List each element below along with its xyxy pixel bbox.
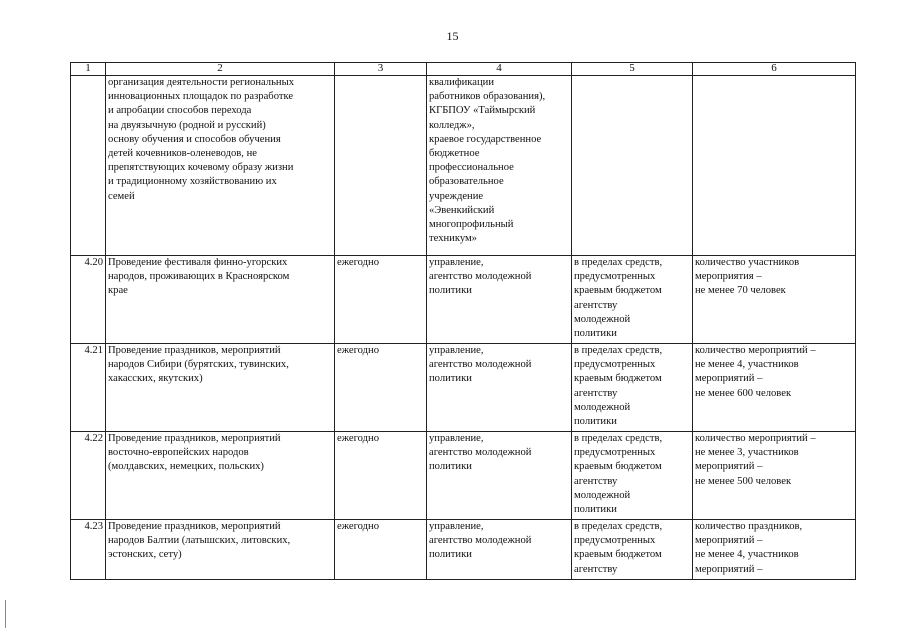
page-number: 15 bbox=[446, 29, 459, 43]
executor-line: квалификации bbox=[429, 77, 494, 88]
event-line: (молдавских, немецких, польских) bbox=[108, 461, 264, 473]
indicator-line: мероприятий – bbox=[695, 373, 763, 385]
indicator-line: не менее 600 человек bbox=[695, 387, 792, 399]
executor-line: работников образования), bbox=[429, 91, 546, 103]
funding-line: краевым бюджетом bbox=[574, 461, 662, 473]
indicator-line: мероприятия – bbox=[695, 271, 762, 283]
event-line: Проведение праздников, мероприятий bbox=[108, 345, 281, 356]
funding-line: агентству bbox=[574, 299, 618, 311]
table-row bbox=[71, 344, 856, 432]
indicator-cell bbox=[693, 76, 856, 256]
event-line: и апробации способов перехода bbox=[108, 105, 252, 117]
header-col-1: 1 bbox=[71, 63, 106, 76]
period-text: ежегодно bbox=[337, 433, 380, 444]
executor-line: профессиональное bbox=[429, 162, 514, 174]
indicator-line: количество праздников, bbox=[695, 521, 803, 532]
indicator-cell bbox=[693, 256, 856, 344]
table-row bbox=[71, 256, 856, 344]
event-line: семей bbox=[108, 190, 135, 202]
event-line: народов Балтии (латышских, литовских, bbox=[108, 535, 291, 547]
event-line: препятствующих кочевому образу жизни bbox=[108, 162, 294, 174]
period-cell bbox=[335, 520, 427, 580]
header-col-6: 6 bbox=[693, 63, 856, 76]
indicator-line: мероприятий – bbox=[695, 461, 763, 473]
executor-line: политики bbox=[429, 285, 472, 297]
event-line: крае bbox=[108, 285, 128, 297]
indicator-line: количество мероприятий – bbox=[695, 433, 816, 444]
funding-cell bbox=[572, 256, 693, 344]
period-text: ежегодно bbox=[337, 257, 380, 268]
funding-line: предусмотренных bbox=[574, 535, 656, 547]
event-line: Проведение фестиваля финно-угорских bbox=[108, 257, 288, 268]
indicator-line: количество участников bbox=[695, 257, 800, 268]
funding-cell bbox=[572, 76, 693, 256]
funding-line: краевым бюджетом bbox=[574, 285, 662, 297]
indicator-cell bbox=[693, 344, 856, 432]
table-row bbox=[71, 520, 856, 580]
event-line: на двуязычную (родной и русский) bbox=[108, 119, 266, 131]
executor-line: «Эвенкийский bbox=[429, 204, 495, 216]
indicator-line: не менее 4, участников bbox=[695, 549, 799, 561]
header-col-2: 2 bbox=[106, 63, 335, 76]
indicator-line: мероприятий – bbox=[695, 563, 763, 575]
funding-line: политики bbox=[574, 328, 617, 340]
row-number-cell bbox=[71, 344, 106, 432]
header-row bbox=[71, 63, 856, 76]
event-line: народов, проживающих в Красноярском bbox=[108, 271, 290, 283]
funding-line: в пределах средств, bbox=[574, 521, 663, 532]
executor-cell bbox=[427, 432, 572, 520]
executor-cell bbox=[427, 520, 572, 580]
funding-line: предусмотренных bbox=[574, 447, 656, 459]
funding-cell bbox=[572, 344, 693, 432]
executor-line: агентство молодежной bbox=[429, 271, 532, 283]
row-number-cell bbox=[71, 256, 106, 344]
event-cell bbox=[106, 520, 335, 580]
executor-line: многопрофильный bbox=[429, 219, 514, 231]
event-cell bbox=[106, 344, 335, 432]
funding-line: политики bbox=[574, 504, 617, 516]
funding-cell bbox=[572, 432, 693, 520]
executor-line: агентство молодежной bbox=[429, 359, 532, 371]
period-text: ежегодно bbox=[337, 521, 380, 532]
funding-line: агентству bbox=[574, 563, 618, 575]
executor-cell bbox=[427, 256, 572, 344]
period-cell bbox=[335, 76, 427, 256]
table-body bbox=[71, 76, 856, 580]
event-line: хакасских, якутских) bbox=[108, 373, 203, 385]
indicator-line: мероприятий – bbox=[695, 535, 763, 547]
period-text: ежегодно bbox=[337, 345, 380, 356]
period-cell bbox=[335, 256, 427, 344]
executor-line: агентство молодежной bbox=[429, 447, 532, 459]
executor-line: управление, bbox=[429, 345, 484, 356]
header-col-4: 4 bbox=[427, 63, 572, 76]
executor-line: учреждение bbox=[429, 190, 484, 202]
event-cell bbox=[106, 76, 335, 256]
event-cell bbox=[106, 432, 335, 520]
event-cell bbox=[106, 256, 335, 344]
indicator-line: не менее 3, участников bbox=[695, 447, 799, 459]
period-cell bbox=[335, 344, 427, 432]
event-line: народов Сибири (бурятских, тувинских, bbox=[108, 359, 289, 371]
header-col-5: 5 bbox=[572, 63, 693, 76]
funding-cell bbox=[572, 520, 693, 580]
row-number-text: 4.20 bbox=[84, 257, 103, 268]
indicator-cell bbox=[693, 432, 856, 520]
indicator-line: не менее 4, участников bbox=[695, 359, 799, 371]
funding-line: молодежной bbox=[574, 401, 631, 413]
indicator-line: не менее 70 человек bbox=[695, 285, 786, 297]
period-cell bbox=[335, 432, 427, 520]
funding-line: в пределах средств, bbox=[574, 433, 663, 444]
event-line: основу обучения и способов обучения bbox=[108, 133, 281, 145]
executor-line: политики bbox=[429, 373, 472, 385]
funding-line: молодежной bbox=[574, 313, 631, 325]
indicator-line: количество мероприятий – bbox=[695, 345, 816, 356]
event-line: инновационных площадок по разработке bbox=[108, 91, 294, 103]
event-line: восточно-европейских народов bbox=[108, 447, 249, 459]
funding-line: предусмотренных bbox=[574, 271, 656, 283]
header-col-3: 3 bbox=[335, 63, 427, 76]
table-row bbox=[71, 76, 856, 256]
executor-line: КГБПОУ «Таймырский bbox=[429, 105, 536, 117]
event-line: Проведение праздников, мероприятий bbox=[108, 433, 281, 444]
executor-line: управление, bbox=[429, 433, 484, 444]
funding-line: краевым бюджетом bbox=[574, 549, 662, 561]
executor-line: управление, bbox=[429, 257, 484, 268]
measures-table bbox=[70, 62, 856, 580]
funding-line: краевым бюджетом bbox=[574, 373, 662, 385]
funding-line: предусмотренных bbox=[574, 359, 656, 371]
event-line: эстонских, сету) bbox=[108, 549, 182, 561]
executor-line: техникум» bbox=[429, 233, 477, 245]
scan-edge-mark bbox=[5, 600, 6, 628]
funding-line: молодежной bbox=[574, 489, 631, 501]
executor-line: управление, bbox=[429, 521, 484, 532]
row-number-text: 4.23 bbox=[84, 521, 103, 532]
executor-cell bbox=[427, 344, 572, 432]
executor-line: агентство молодежной bbox=[429, 535, 532, 547]
row-number-cell bbox=[71, 520, 106, 580]
executor-cell bbox=[427, 76, 572, 256]
executor-line: образовательное bbox=[429, 176, 504, 188]
event-line: детей кочевников-оленеводов, не bbox=[108, 148, 257, 160]
executor-line: колледж», bbox=[429, 119, 475, 131]
row-number-cell bbox=[71, 432, 106, 520]
executor-line: политики bbox=[429, 461, 472, 473]
row-number-text: 4.22 bbox=[84, 433, 103, 444]
funding-line: в пределах средств, bbox=[574, 345, 663, 356]
executor-line: политики bbox=[429, 549, 472, 561]
funding-line: агентству bbox=[574, 475, 618, 487]
funding-line: агентству bbox=[574, 387, 618, 399]
executor-line: краевое государственное bbox=[429, 133, 542, 145]
event-line: и традиционному хозяйствованию их bbox=[108, 176, 277, 188]
event-line: организация деятельности региональных bbox=[108, 77, 294, 88]
row-number-cell bbox=[71, 76, 106, 256]
funding-line: в пределах средств, bbox=[574, 257, 663, 268]
indicator-line: не менее 500 человек bbox=[695, 475, 792, 487]
indicator-cell bbox=[693, 520, 856, 580]
row-number-text: 4.21 bbox=[84, 345, 103, 356]
event-line: Проведение праздников, мероприятий bbox=[108, 521, 281, 532]
funding-line: политики bbox=[574, 416, 617, 428]
executor-line: бюджетное bbox=[429, 148, 480, 160]
table-row bbox=[71, 432, 856, 520]
